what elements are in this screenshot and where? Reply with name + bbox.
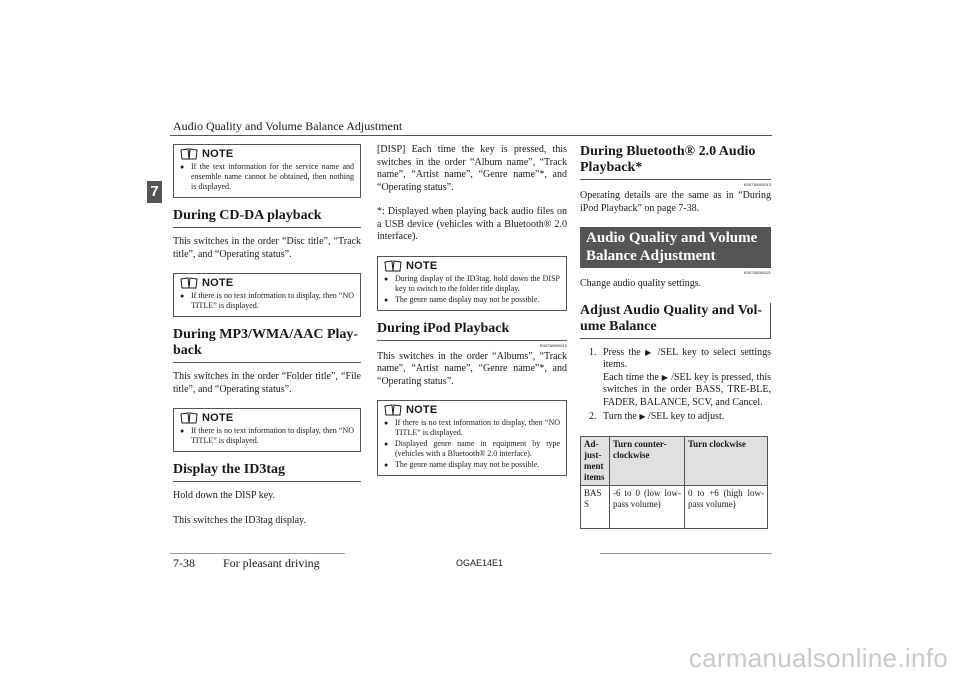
note-box-2 xyxy=(173,273,361,317)
chapter-tab: 7 xyxy=(147,181,162,203)
note-label: NOTE xyxy=(406,259,438,272)
table-header: Ad-just-ment items xyxy=(581,436,610,485)
note-item: ● During display of the ID3tag, hold down the DISP key to switch to the folder title display. xyxy=(384,273,560,293)
note-item: ● The genre name display may not be possible. xyxy=(384,460,540,469)
heading-adjust-audio: Adjust Audio Quality and Vol-ume Balance xyxy=(580,303,771,339)
note-book-icon xyxy=(180,412,198,424)
footer-title: For pleasant driving xyxy=(223,556,320,570)
note-item: ● If there is no text information to display, then “NO TITLE” is displayed. xyxy=(180,426,354,445)
bullet-icon: ● xyxy=(180,292,185,300)
bullet-icon: ● xyxy=(384,419,389,427)
note-box-1 xyxy=(173,144,361,198)
heading-cd-da-playback: During CD-DA playback xyxy=(173,208,361,228)
table-row xyxy=(581,485,768,528)
adjustment-table xyxy=(580,436,768,529)
note-item: ● If the text information for the service name and ensemble name cannot be obtained, then nothing is displayed. xyxy=(180,162,354,191)
note-label: NOTE xyxy=(202,412,234,424)
note-item: ● If there is no text information to display, then “NO TITLE” is displayed. xyxy=(384,418,560,437)
paragraph-mp3: This switches in the order “Folder title”, “File title”, and “Operating status”. xyxy=(173,371,361,395)
note-label: NOTE xyxy=(202,277,234,289)
section-banner: Audio Quality and Volume Balance Adjustment xyxy=(580,227,771,268)
note-book-icon xyxy=(384,260,402,272)
table-cell: BAS S xyxy=(581,485,610,528)
column-3 xyxy=(580,144,771,529)
step-1: 1. Press the ▶ /SEL key to select settings items. Each time the ▶ /SEL key is pressed, this switches in the order BASS, TRE-BLE, FADER, BALANCE, SCV, and Cancel. xyxy=(589,346,772,408)
paragraph-id3-1: Hold down the DISP key. xyxy=(173,490,276,501)
note-item: ● The genre name display may not be possible. xyxy=(384,294,540,304)
sel-key-arrow-icon: ▶ xyxy=(645,347,654,357)
paragraph-disp-key: [DISP] Each time the key is pressed, this switches in the order “Album name”, “Track name”, “Artist name”, “Genre name”*, and “Operating status”. xyxy=(377,144,567,193)
section-code: E00739000013 xyxy=(743,182,771,187)
running-header: Audio Quality and Volume Balance Adjustment xyxy=(173,119,403,133)
column-1 xyxy=(173,144,361,527)
header-rule xyxy=(170,135,772,136)
bullet-icon: ● xyxy=(384,440,389,448)
bullet-icon: ● xyxy=(180,427,185,435)
note-book-icon xyxy=(180,277,198,289)
heading-bluetooth-playback: During Bluetooth® 2.0 Audio Playback* xyxy=(580,144,771,180)
heading-ipod-playback: During iPod Playback xyxy=(377,321,567,341)
paragraph-footnote: *: Displayed when playing back audio files on a USB device (vehicles with a Bluetooth® 2.0 interface). xyxy=(377,206,567,242)
bullet-icon: ● xyxy=(384,274,389,283)
step-2: 2. Turn the ▶ /SEL key to adjust. xyxy=(589,411,725,422)
heading-mp3-playback: During MP3/WMA/AAC Play-back xyxy=(173,327,361,363)
footer-code: OGAE14E1 xyxy=(456,558,504,568)
note-label: NOTE xyxy=(202,148,234,160)
section-code: E00738200021 xyxy=(743,270,771,275)
bullet-icon: ● xyxy=(180,163,185,171)
bullet-icon: ● xyxy=(384,461,389,469)
section-code: E00738900015 xyxy=(539,342,567,348)
watermark: carmanualsonline.info xyxy=(688,643,948,673)
note-box-5 xyxy=(377,400,567,476)
steps-list xyxy=(580,347,771,424)
footer-rule xyxy=(170,553,345,554)
sel-key-arrow-icon: ▶ xyxy=(639,412,646,421)
paragraph-id3-2: This switches the ID3tag display. xyxy=(173,514,306,526)
note-box-4 xyxy=(377,256,567,311)
footer-rule xyxy=(600,553,772,554)
paragraph-cd-da: This switches in the order “Disc title”, “Track title”, and “Operating status”. xyxy=(173,236,361,260)
paragraph-change-settings: Change audio quality settings. xyxy=(580,278,702,289)
note-item: ● Displayed genre name in equipment by type (vehicles with a Bluetooth® 2.0 interface). xyxy=(384,439,560,458)
note-label: NOTE xyxy=(406,404,438,416)
page-number: 7-38 xyxy=(173,556,195,570)
note-book-icon xyxy=(180,148,198,160)
note-box-3 xyxy=(173,408,361,452)
sel-key-arrow-icon: ▶ xyxy=(661,372,669,382)
paragraph-ipod: This switches in the order “Albums”, “Track name”, “Artist name”, “Genre name”*, and “Operating status”. xyxy=(377,350,567,387)
bullet-icon: ● xyxy=(384,295,389,304)
paragraph-bluetooth: Operating details are the same as in “During iPod Playback” on page 7-38. xyxy=(580,190,771,214)
column-2 xyxy=(377,144,567,486)
table-header: Turn clockwise xyxy=(685,436,768,485)
table-cell: 0 to +6 (high low-pass volume) xyxy=(685,485,768,528)
note-book-icon xyxy=(384,404,402,416)
note-item: ● If there is no text information to display, then “NO TITLE” is displayed. xyxy=(180,291,354,310)
table-header: Turn counter-clockwise xyxy=(610,436,685,485)
table-cell: -6 to 0 (low low-pass volume) xyxy=(610,485,685,528)
heading-display-id3tag: Display the ID3tag xyxy=(173,462,361,482)
